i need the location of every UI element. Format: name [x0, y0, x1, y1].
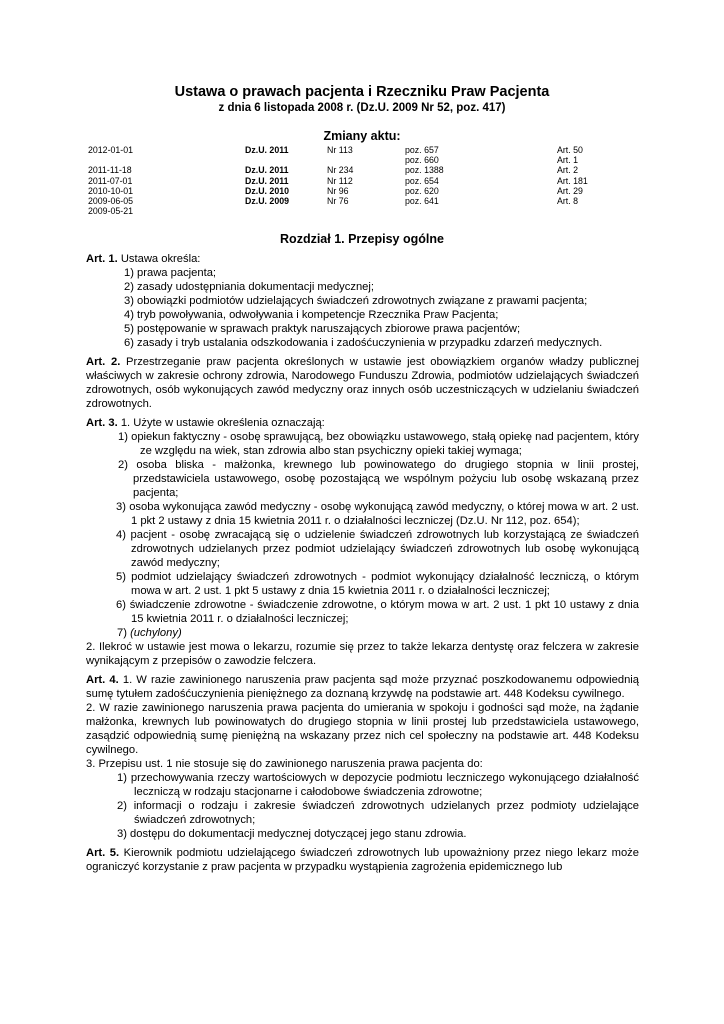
amendment-date: 2011-11-18	[88, 165, 132, 176]
art-1-item: 3) obowiązki podmiotów udzielających świadczeń zdrowotnych związane z prawami pacjenta;	[124, 295, 588, 307]
art-3-item: 5) podmiot udzielający świadczeń zdrowotnych - podmiot wykonujący działalność leczniczą, o którym mowa w art. 2 ust. 1 pkt 5 ustawy z dnia 15 kwietnia 2011 r. o działalności leczniczej;	[116, 571, 639, 597]
amendment-article: Art. 1	[557, 155, 579, 166]
amendment-number: Nr 113	[327, 145, 353, 155]
art-4-paragraph	[86, 673, 639, 701]
art-1-item: 5) postępowanie w sprawach praktyk naruszających zbiorowe prawa pacjentów;	[124, 323, 521, 335]
amendment-journal: Dz.U. 2010	[245, 185, 290, 196]
article-text: Kierownik podmiotu udzielającego świadczeń zdrowotnych lub upoważniony przez niego lekarz może ograniczyć korzystanie z praw pacjenta w przypadku wystąpienia zagrożenia epidemicznego lub	[86, 847, 639, 873]
document-subtitle: z dnia 6 listopada 2008 r. (Dz.U. 2009 Nr 52, poz. 417)	[218, 102, 506, 114]
amendment-date: 2011-07-01	[88, 175, 133, 186]
article-label: Art. 1.	[86, 253, 118, 265]
amendment-article: Art. 181	[557, 175, 588, 186]
amendment-number: Nr 96	[327, 185, 349, 196]
article-label: Art. 2.	[86, 356, 121, 368]
amendment-number: Nr 76	[327, 195, 349, 206]
art-3-item: 4) pacjent - osobę zwracającą się o udzielenie świadczeń zdrowotnych lub korzystającą ze świadczeń zdrowotnych udzielanych przez podmiot udzielający świadczeń zdrowotnych lub osobę wykonującą zawód medyczny;	[116, 529, 639, 569]
amendment-date: 2009-05-21	[88, 206, 133, 217]
art-4-item: 3) dostępu do dokumentacji medycznej dotyczącej jego stanu zdrowia.	[117, 828, 467, 840]
article-text: Ustawa określa:	[117, 253, 201, 265]
art-1-item: 2) zasady udostępniania dokumentacji medycznej;	[124, 281, 374, 293]
article-text: 1. W razie zawinionego naruszenia praw pacjenta sąd może przyznać poszkodowanemu odpowiednią sumę tytułem zadośćuczynienia pieniężnego za doznaną krzywdę na podstawie art. 448 Kodeksu cywilnego.	[86, 674, 639, 700]
art-3-item	[86, 626, 639, 640]
art-1-item: 1) prawa pacjenta;	[124, 267, 217, 279]
chapter-heading: Rozdział 1. Przepisy ogólne	[280, 232, 444, 246]
art-4-item: 2) informacji o rodzaju i zakresie świadczeń zdrowotnych udzielanych przez podmioty udzielające świadczeń zdrowotnych;	[117, 800, 639, 826]
art-3-item: 1) opiekun faktyczny - osobę sprawującą, bez obowiązku ustawowego, stałą opiekę nad pacjentem, który ze względu na wiek, stan zdrowia albo stan psychiczny opieki takiej wymaga;	[118, 431, 639, 457]
amendment-position: poz. 620	[405, 185, 439, 196]
amendment-position: poz. 641	[405, 195, 439, 206]
amendment-date: 2012-01-01	[88, 145, 133, 155]
article-text: 1. Użyte w ustawie określenia oznaczają:	[117, 417, 325, 429]
amendment-article: Art. 29	[557, 185, 583, 196]
amendment-journal: Dz.U. 2011	[245, 145, 289, 155]
amendment-date: 2010-10-01	[88, 185, 133, 196]
art-4-paragraph: 3. Przepisu ust. 1 nie stosuje się do zawinionego naruszenia prawa pacjenta do:	[86, 758, 483, 770]
amendment-date: 2009-06-05	[88, 195, 133, 206]
amendment-position: poz. 654	[405, 175, 439, 186]
amendment-number: Nr 234	[327, 165, 354, 176]
art-1-item: 6) zasady i tryb ustalania odszkodowania i zadośćuczynienia w przypadku zdarzeń medycznych.	[124, 337, 603, 349]
art-3-item: 3) osoba wykonująca zawód medyczny - osobę wykonującą zawód medyczny, o której mowa w art. 2 ust. 1 pkt 2 ustawy z dnia 15 kwietnia 2011 r. o działalności leczniczej (Dz.U. Nr 112, poz. 654);	[116, 501, 639, 527]
amendment-journal: Dz.U. 2011	[245, 175, 289, 186]
amendment-journal: Dz.U. 2011	[245, 165, 289, 176]
amendment-position: poz. 657	[405, 145, 439, 155]
amendment-journal: Dz.U. 2009	[245, 195, 290, 206]
art-3-item: 6) świadczenie zdrowotne - świadczenie zdrowotne, o którym mowa w art. 2 ust. 1 pkt 10 ustawy z dnia 15 kwietnia 2011 r. o działalności leczniczej;	[116, 599, 639, 625]
art-3-paragraph: 2. Ilekroć w ustawie jest mowa o lekarzu, rozumie się przez to także lekarza dentystę oraz felczera w zakresie wynikającym z przepisów o zawodzie felczera.	[86, 641, 639, 667]
article-text: Przestrzeganie praw pacjenta określonych w ustawie jest obowiązkiem organów władzy publicznej właściwych w zakresie ochrony zdrowia, Narodowego Funduszu Zdrowia, podmiotów udzielających świadczeń zdrowotnych, osób wykonujących zawód medyczny oraz innych osób uczestniczących w udzielaniu świadczeń zdrowotnych.	[86, 356, 639, 410]
art-4-item: 1) przechowywania rzeczy wartościowych w depozycie podmiotu leczniczego wykonującego działalność leczniczą w rodzaju stacjonarne i całodobowe świadczenia zdrowotne;	[117, 772, 639, 798]
document-body	[86, 252, 639, 874]
amendment-number: Nr 112	[327, 175, 353, 186]
item-number: 7)	[117, 627, 131, 639]
art-4-paragraph: 2. W razie zawinionego naruszenia prawa pacjenta do umierania w spokoju i godności sąd może, na żądanie małżonka, krewnych lub powinowatych do drugiego stopnia w linii prostej lub przedstawiciela ustawowego, zasądzić odpowiednią sumę pieniężną na wskazany przez nich cel społeczny na podstawie art. 448 Kodeksu cywilnego.	[86, 702, 639, 756]
article-label: Art. 3.	[86, 417, 118, 429]
article-label: Art. 4.	[86, 674, 119, 686]
art-5	[86, 846, 639, 874]
art-3-item: 2) osoba bliska - małżonka, krewnego lub powinowatego do drugiego stopnia w linii prostej, przedstawiciela ustawowego, osobę pozostającą we wspólnym pożyciu lub osobę wskazaną przez pacjenta;	[118, 459, 639, 499]
art-2	[86, 355, 639, 411]
art-1-intro	[86, 252, 639, 266]
amendment-position: poz. 1388	[405, 165, 444, 176]
art-1-item: 4) tryb powoływania, odwoływania i kompetencje Rzecznika Praw Pacjenta;	[124, 309, 499, 321]
article-label: Art. 5.	[86, 847, 120, 859]
document-title: Ustawa o prawach pacjenta i Rzeczniku Praw Pacjenta	[174, 84, 550, 100]
amendment-position: poz. 660	[405, 155, 439, 166]
amendments-heading: Zmiany aktu:	[323, 129, 401, 143]
amendment-article: Art. 2	[557, 165, 579, 176]
art-3-intro	[86, 416, 639, 430]
item-repealed: (uchylony)	[130, 627, 182, 639]
amendment-article: Art. 50	[557, 145, 583, 155]
amendment-article: Art. 8	[557, 195, 579, 206]
